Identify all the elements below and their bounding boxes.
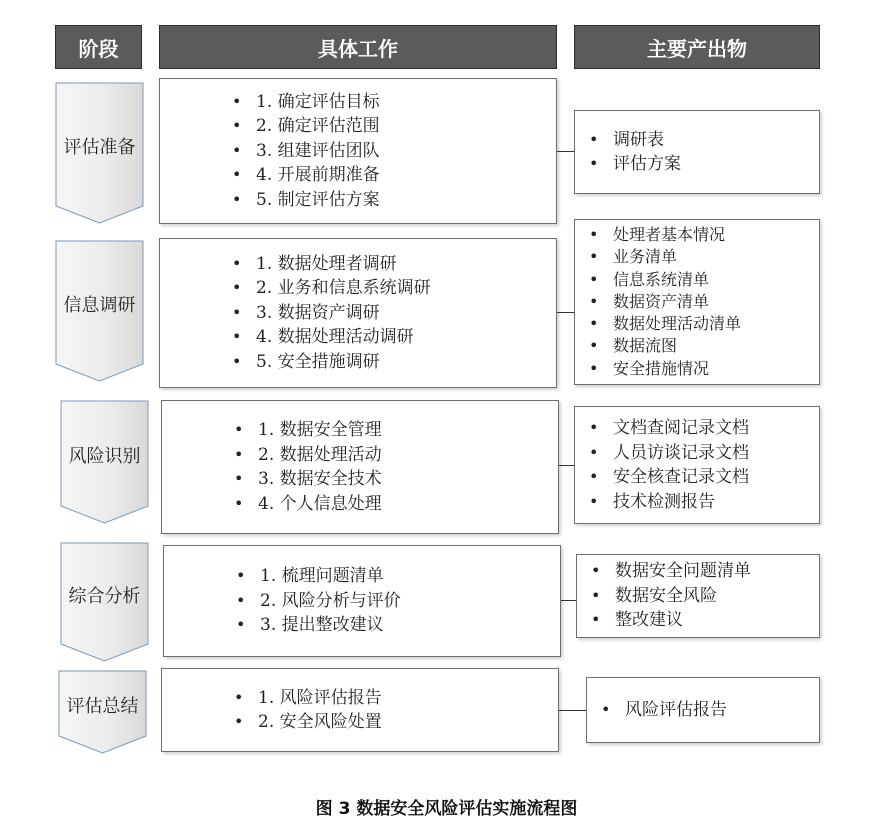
stage-chevron-evaluation-prep (55, 82, 144, 224)
work-item: • 2. 风险分析与评价 (232, 589, 401, 614)
connector-line (559, 465, 574, 466)
work-item: • 5. 制定评估方案 (228, 188, 380, 213)
output-item: • 人员访谈记录文档 (585, 441, 749, 466)
work-box-evaluation-prep (159, 78, 557, 224)
output-item: • 数据安全风险 (587, 584, 751, 609)
stage-chevron-evaluation-summary (58, 670, 147, 754)
stage-label: 评估总结 (66, 696, 139, 717)
work-item: • 1. 数据处理者调研 (228, 252, 431, 277)
work-item: • 2. 安全风险处置 (230, 710, 382, 735)
connector-line (561, 600, 576, 601)
work-item: • 2. 确定评估范围 (228, 114, 380, 139)
work-box-risk-identification (161, 400, 559, 534)
work-item: • 1. 确定评估目标 (228, 90, 380, 115)
header-work: 具体工作 (159, 25, 557, 69)
output-item: • 数据流图 (585, 335, 741, 357)
output-box-evaluation-prep (574, 110, 820, 194)
work-box-evaluation-summary (161, 668, 559, 752)
connector-line (557, 312, 574, 313)
work-item: • 3. 数据资产调研 (228, 301, 431, 326)
output-item: • 风险评估报告 (597, 698, 727, 723)
output-item: • 技术检测报告 (585, 490, 749, 515)
output-box-info-survey (574, 219, 820, 385)
stage-label: 信息调研 (63, 295, 136, 316)
work-box-comprehensive-analysis (163, 545, 561, 657)
stage-chevron-risk-identification (60, 400, 149, 524)
stage-label: 评估准备 (63, 137, 136, 158)
work-item: • 1. 数据安全管理 (230, 418, 382, 443)
work-item: • 4. 个人信息处理 (230, 492, 382, 517)
work-item: • 3. 组建评估团队 (228, 139, 380, 164)
work-item: • 1. 风险评估报告 (230, 686, 382, 711)
stage-label: 风险识别 (68, 446, 141, 467)
output-item: • 数据安全问题清单 (587, 559, 751, 584)
output-item: • 处理者基本情况 (585, 224, 741, 246)
output-item: • 业务清单 (585, 246, 741, 268)
work-item: • 4. 数据处理活动调研 (228, 325, 431, 350)
output-item: • 安全措施情况 (585, 358, 741, 380)
header-output: 主要产出物 (574, 25, 820, 69)
figure-caption: 图 3 数据安全风险评估实施流程图 (315, 799, 578, 819)
output-item: • 数据资产清单 (585, 291, 741, 313)
output-box-risk-identification (574, 406, 820, 524)
output-item: • 文档查阅记录文档 (585, 416, 749, 441)
stage-chevron-comprehensive-analysis (60, 542, 149, 662)
connector-line (557, 151, 574, 152)
output-item: • 调研表 (585, 128, 681, 153)
header-stage: 阶段 (55, 25, 142, 69)
work-item: • 3. 提出整改建议 (232, 613, 401, 638)
work-item: • 5. 安全措施调研 (228, 350, 431, 375)
work-item: • 2. 业务和信息系统调研 (228, 276, 431, 301)
output-box-comprehensive-analysis (576, 554, 820, 638)
work-item: • 2. 数据处理活动 (230, 443, 382, 468)
work-item: • 3. 数据安全技术 (230, 467, 382, 492)
output-item: • 信息系统清单 (585, 269, 741, 291)
work-item: • 4. 开展前期准备 (228, 163, 380, 188)
work-item: • 1. 梳理问题清单 (232, 564, 401, 589)
stage-label: 综合分析 (68, 586, 141, 607)
work-box-info-survey (159, 238, 557, 388)
output-box-evaluation-summary (586, 677, 820, 743)
stage-chevron-info-survey (55, 240, 144, 382)
output-item: • 数据处理活动清单 (585, 313, 741, 335)
output-item: • 安全核查记录文档 (585, 465, 749, 490)
output-item: • 整改建议 (587, 608, 751, 633)
connector-line (559, 710, 586, 711)
output-item: • 评估方案 (585, 152, 681, 177)
